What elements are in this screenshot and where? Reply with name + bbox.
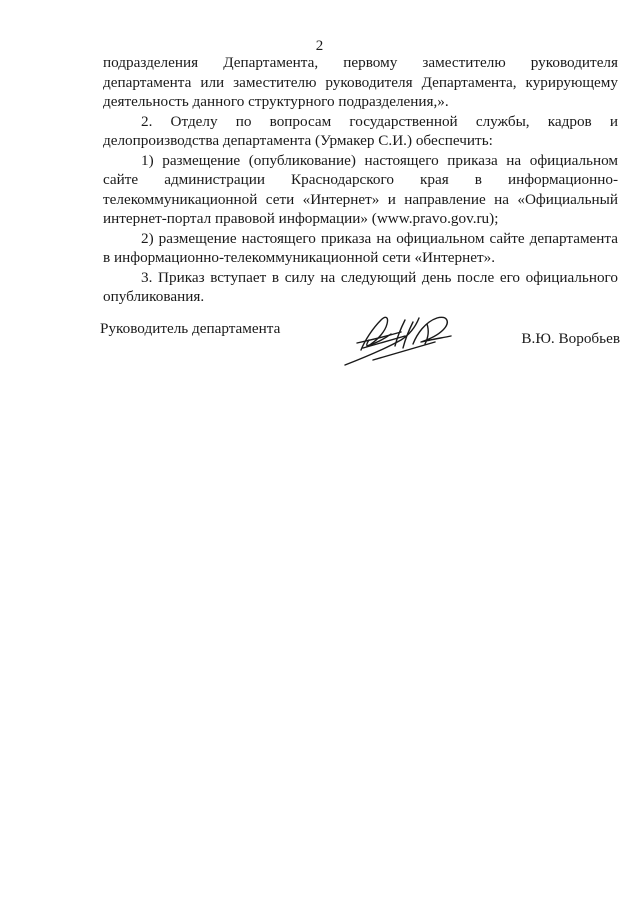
paragraph-item-2-2: 2) размещение настоящего приказа на официальном сайте департамента в информационно-телекоммуникационной сети «Интернет». xyxy=(103,229,618,266)
handwritten-signature-icon xyxy=(343,310,463,368)
paragraph-continued: подразделения Департамента, первому заместителю руководителя департамента или заместителю руководителя Департамента, курирующему деятельность данного структурного подразделения,». xyxy=(103,54,618,110)
signature-block xyxy=(100,318,620,378)
paragraph-item-2: 2. Отделу по вопросам государственной службы, кадров и делопроизводства департамента (Урмакер С.И.) обеспечить: xyxy=(103,112,618,149)
page-number: 2 xyxy=(315,38,324,54)
signatory-position: Руководитель департамента xyxy=(100,320,281,337)
signatory-name: В.Ю. Воробьев xyxy=(521,330,620,347)
document-body xyxy=(103,53,618,307)
paragraph-item-3: 3. Приказ вступает в силу на следующий день после его официального опубликования. xyxy=(103,268,618,305)
paragraph-item-2-1: 1) размещение (опубликование) настоящего приказа на официальном сайте администрации Краснодарского края в информационно-телекоммуникационной сети «Интернет» и направление на «Официальный интернет-портал правовой информации» (www.pravo.gov.ru); xyxy=(103,151,618,227)
